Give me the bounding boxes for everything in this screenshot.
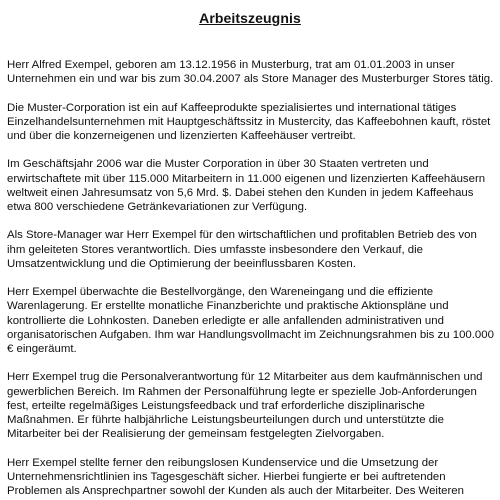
paragraph-operations-duties: Herr Exempel überwachte die Bestellvorgänge, den Wareneingang und die effiziente Warenlagerung. Er erstellte monatliche Finanzberichte und praktische Aktionspläne und kontrollierte die Lohnkosten. Daneben erledigte er alle anfallenden administrativen und organisatorischen Aufgaben. Ihm war Handlungsvollmacht im Zeichnungsrahmen bis zu 100.000 € eingeräumt. <box>7 286 494 355</box>
paragraph-company-figures: Im Geschäftsjahr 2006 war die Muster Corporation in über 30 Staaten vertreten und erwirtschaftete mit über 115.000 Mitarbeitern in 11.000 eigenen und lizenzierten Kaffeehäusern weltweit einen Jahresumsatz von 5,6 Mrd. $. Dabei stehen den Kunden in jedem Kaffeehaus etwa 800 verschiedene Getränkevariationen zur Verfügung. <box>7 158 486 213</box>
paragraph-personnel-responsibility: Herr Exempel trug die Personalverantwortung für 12 Mitarbeiter aus dem kaufmännischen und gewerblichen Bereich. Im Rahmen der Personalführung legte er spezielle Job-Anforderungen fest, erteilte regelmäßiges Leistungsfeedback und traf erforderliche disziplinarische Maßnahmen. Er führte halbjährliche Leistungsbeurteilungen durch und unterstützte die Mitarbeiter bei der Realisierung der gemeinsam festgelegten Zielvorgaben. <box>7 371 483 441</box>
paragraph-company-description: Die Muster-Corporation ist ein auf Kaffeeprodukte spezialisiertes und international tätiges Einzelhandelsunternehmen mit Hauptgeschäftssitz in Mustercity, das Kaffeebohnen kauft, röstet und über die konzerneigenen und lizenzierten Kaffeehäuser vertreibt. <box>7 101 491 142</box>
paragraph-role-overview: Als Store-Manager war Herr Exempel für den wirtschaftlichen und profitablen Betrieb des von ihm geleiteten Stores verantwortlich. Dies umfasste insbesondere den Verkauf, die Umsatzentwicklung und die Optimierung der beeinflussbaren Kosten. <box>7 229 477 270</box>
document-title: Arbeitszeugnis <box>199 10 301 26</box>
paragraph-employment-dates: Herr Alfred Exempel, geboren am 13.12.1956 in Musterburg, trat am 01.01.2003 in unser Unternehmen ein und war bis zum 30.04.2007 als Store Manager des Musterburger Stores tätig. <box>7 59 494 86</box>
paragraph-customer-service: Herr Exempel stellte ferner den reibungslosen Kundenservice und die Umsetzung der Unternehmensrichtlinien ins Tagesgeschäft sicher. Hierbei fungierte er bei auftretenden Problemen als Ansprechpartner sowohl der Kunden als auch der Mitarbeiter. Des Weiteren <box>7 456 464 497</box>
document-body <box>7 58 495 500</box>
